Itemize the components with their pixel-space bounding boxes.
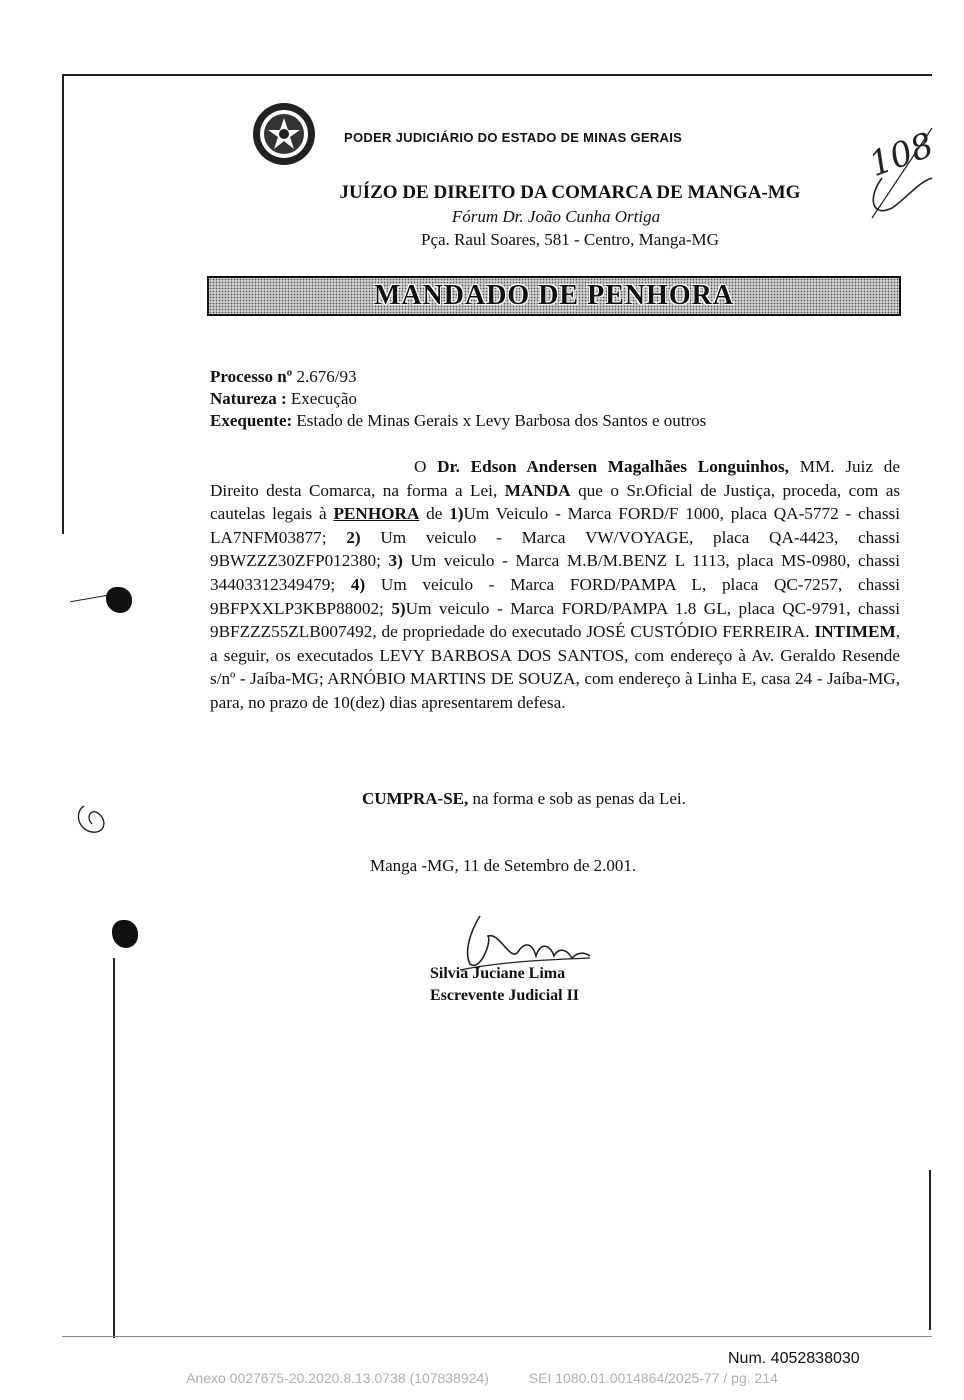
item-1-index: 1) [449,504,464,524]
cumpra-se-line [362,789,686,809]
body-text-b: que o Sr.Oficial de Justiça, proceda, com as cautelas legais à [210,480,901,524]
processo-value: 2.676/93 [296,367,357,386]
top-border-line [62,74,932,76]
judge-name: Dr. Edson Andersen Magalhães Longuinhos, [437,457,789,476]
annex-reference: Anexo 0027675-20.2020.8.13.0738 (107838924) [186,1370,489,1386]
left-lower-border-line [113,958,115,1338]
vehicle-2: Um veiculo - Marca VW/VOYAGE, placa QA-4423, chassi 9BWZZZ30ZFP012380; [210,527,900,571]
signer-block [430,963,579,1007]
item-2-index: 2) [346,527,361,547]
body-text-intimation: , a seguir, os executados LEVY BARBOSA DOS SANTOS, com endereço à Av. Geraldo Resende s/nº - Jaíba-MG; ARNÓBIO MARTINS DE SOUZA, com endereço à Linha E, casa 24 - Jaíba-MG, para, no prazo de 10(dez) dias apresentarem defesa. [210,622,900,712]
item-3-index: 3) [388,551,403,571]
natureza-value: Execução [290,389,357,408]
signer-role: Escrevente Judicial II [430,987,580,1004]
penhora-keyword: PENHORA [333,504,420,524]
margin-scribble [70,800,120,840]
exequente-line [210,410,706,432]
vehicle-5: Um veiculo - Marca FORD/PAMPA 1.8 GL, placa QC-9791, chassi 9BFZZZ55ZLB007492, de propriedade do executado JOSÉ CUSTÓDIO FERREIRA. [210,598,900,642]
document-title: MANDADO DE PENHORA [373,280,735,311]
handwritten-page-number [862,108,942,228]
sei-reference: SEI 1080.01.0014864/2025-77 / pg. 214 [528,1370,778,1386]
body-text-a: MM. Juiz de Direito desta Comarca, na forma a Lei, [210,457,900,500]
processo-line [210,366,706,388]
item-5-index: 5) [391,598,406,618]
manda-keyword: MANDA [504,480,571,500]
document-number: Num. 4052838030 [728,1350,860,1367]
natureza-line [210,388,706,410]
processo-label: Processo nº [210,367,293,386]
bottom-border-line [62,1336,932,1337]
vehicle-3: Um veiculo - Marca M.B/M.BENZ L 1113, placa MS-0980, chassi 34403312349479; [210,551,900,594]
forum-name: Fórum Dr. João Cunha Ortiga [451,207,661,226]
case-metadata [210,366,706,432]
item-4-index: 4) [350,574,366,594]
body-text-c: de [419,504,450,524]
cumpra-se-keyword: CUMPRA-SE, [362,789,469,808]
coat-of-arms-icon [250,100,318,168]
cumpra-se-rest: na forma e sob as penas da Lei. [468,789,686,808]
exequente-label: Exequente: [210,411,293,430]
left-border-line [62,74,64,534]
punch-hole-mark-upper [106,587,132,613]
intimem-keyword: INTIMEM [814,622,896,642]
signer-name: Silvia Juciane Lima [430,965,566,982]
right-border-mark [929,1170,931,1330]
court-district: JUÍZO DE DIREITO DA COMARCA DE MANGA-MG [339,182,801,203]
footer-stamp [0,1370,964,1386]
handwritten-number-text: 108 [864,125,939,185]
body-lead: O [414,457,438,476]
document-date: Manga -MG, 11 de Setembro de 2.001. [370,856,637,875]
vehicle-1: Um Veiculo - Marca FORD/F 1000, placa QA-5772 - chassi LA7NFM03877; [210,504,900,547]
court-address: Pça. Raul Soares, 581 - Centro, Manga-MG [421,230,719,249]
document-title-banner [207,276,901,316]
natureza-label: Natureza : [210,389,287,408]
court-name: PODER JUDICIÁRIO DO ESTADO DE MINAS GERAIS [344,130,683,145]
margin-stroke [70,595,108,603]
exequente-value: Estado de Minas Gerais x Levy Barbosa dos Santos e outros [296,411,707,430]
punch-hole-mark-lower [112,920,138,948]
order-body [210,455,900,715]
vehicle-4: Um veiculo - Marca FORD/PAMPA L, placa QC-7257, chassi 9BFPXXLP3KBP88002; [210,574,900,618]
